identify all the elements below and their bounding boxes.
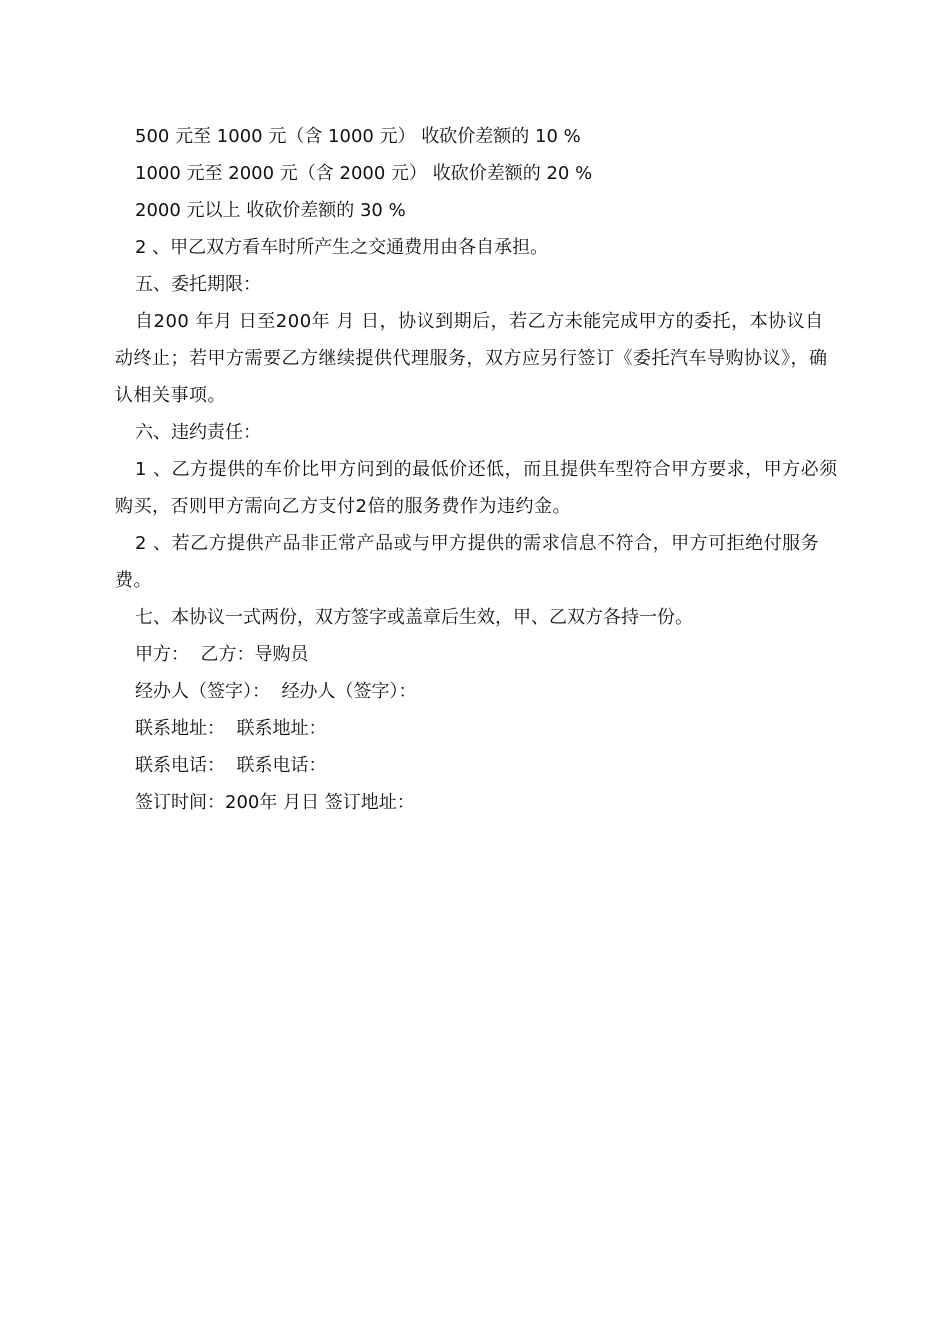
signature-date-place: 签订时间：200年 月日 签订地址： [135,792,415,813]
fee-tier-2000-plus: 2000 元以上 收砍价差额的 30 % [135,200,406,221]
fee-tier-1000-2000: 1000 元至 2000 元（含 2000 元） 收砍价差额的 20 % [135,163,593,184]
signature-parties: 甲方： 乙方：导购员 [135,644,309,665]
term-paragraph: 自200 年月 日至200年 月 日，协议到期后，若乙方未能完成甲方的委托，本协议自动终止；若甲方需要乙方继续提供代理服务，双方应另行签订《委托汽车导购协议》，确认相关事项。 [115,311,828,406]
breach-item-2: 2 、若乙方提供产品非正常产品或与甲方提供的需求信息不符合，甲方可拒绝付服务费。 [115,533,820,591]
clause-copies: 七、本协议一式两份，双方签字或盖章后生效，甲、乙双方各持一份。 [135,607,693,628]
transport-cost-clause: 2 、甲乙双方看车时所产生之交通费用由各自承担。 [135,237,549,258]
section-heading-term: 五、委托期限： [135,274,261,295]
signature-addresses: 联系地址： 联系地址： [135,718,327,739]
section-heading-breach: 六、违约责任： [135,422,261,443]
signature-agents: 经办人（签字）： 经办人（签字）： [135,681,417,702]
fee-tier-500-1000: 500 元至 1000 元（含 1000 元） 收砍价差额的 10 % [135,126,581,147]
document-body [115,118,840,821]
breach-item-1: 1 、乙方提供的车价比甲方问到的最低价还低，而且提供车型符合甲方要求，甲方必须购买，否则甲方需向乙方支付2倍的服务费作为违约金。 [115,459,838,517]
signature-phones: 联系电话： 联系电话： [135,755,327,776]
